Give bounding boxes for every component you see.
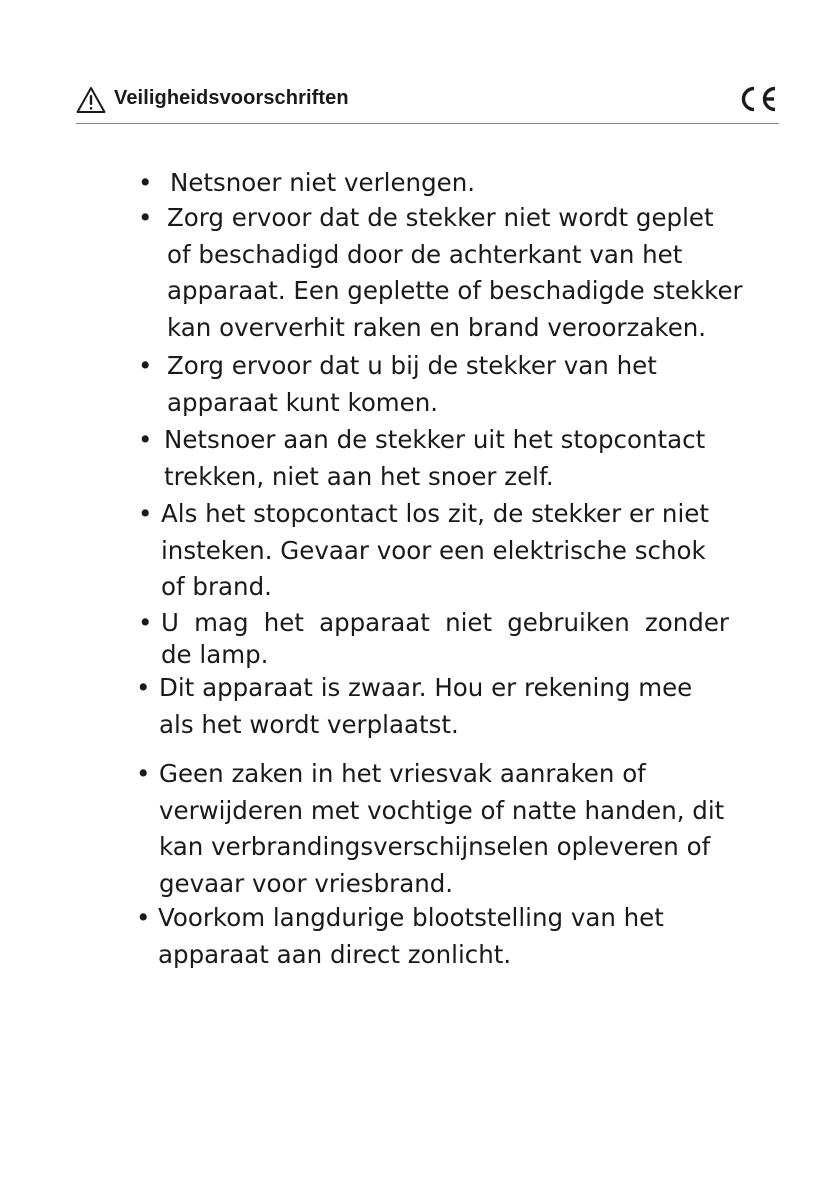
bullet: • — [136, 759, 151, 788]
list-item-text: Geen zaken in het vriesvak aanraken of verwijderen met vochtige of natte handen, dit kan verbrandingsverschijnselen opleveren of gevaar voor vriesbrand. — [159, 759, 725, 899]
bullet: • — [136, 673, 151, 702]
bullet: • — [138, 203, 153, 232]
list-item-text: Als het stopcontact los zit, de stekker er niet insteken. Gevaar voor een elektrische schok of brand. — [161, 499, 709, 602]
list-item-text: Zorg ervoor dat u bij de stekker van het apparaat kunt komen. — [167, 351, 657, 417]
list-item-text-cont: de lamp. — [161, 640, 269, 669]
list-item-text: Dit apparaat is zwaar. Hou er rekening mee als het wordt verplaatst. — [159, 673, 693, 739]
list-item-text: U mag het apparaat niet gebruiken zonder — [161, 608, 729, 637]
bullet: • — [138, 168, 153, 197]
bullet: • — [136, 903, 151, 932]
list-item-text: Netsnoer niet verlengen. — [170, 168, 476, 197]
bullet: • — [138, 351, 153, 380]
list-item-text: Voorkom langdurige blootstelling van het apparaat aan direct zonlicht. — [158, 903, 664, 969]
list-item-text: Zorg ervoor dat de stekker niet wordt geplet of beschadigd door de achterkant van het apparaat. Een geplette of beschadigde stekker kan oververhit raken en brand veroorzaken. — [167, 203, 743, 343]
bullet: • — [138, 499, 153, 528]
page-title: Veiligheidsvoorschriften — [114, 87, 349, 109]
list-item-text: Netsnoer aan de stekker uit het stopcontact trekken, niet aan het snoer zelf. — [164, 425, 706, 491]
bullet: • — [138, 608, 153, 637]
bullet: • — [138, 425, 153, 454]
